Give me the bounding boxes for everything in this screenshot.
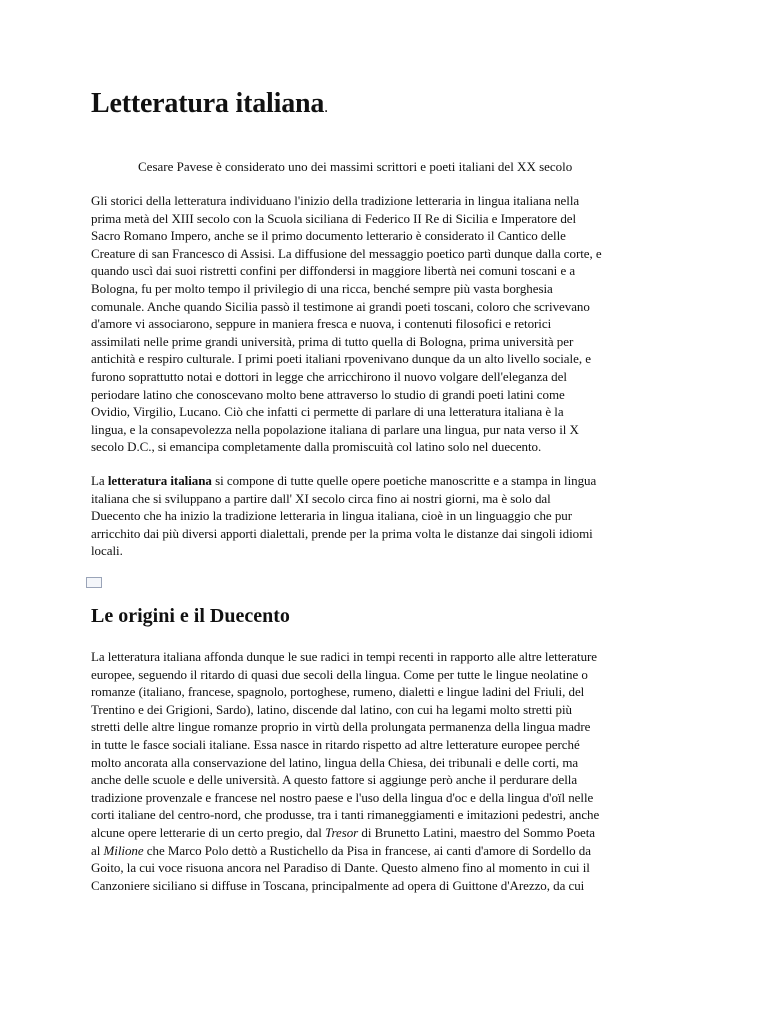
text-fragment: di Brunetto Latini, maestro del Sommo Poeta xyxy=(358,824,596,840)
text-line: anche delle scuole e delle università. A questo fattore si aggiunge però anche il perdurare della xyxy=(91,772,578,788)
italic-title-milione: Milione xyxy=(103,842,144,858)
text-line: in tutte le fasce sociali italiane. Essa nasce in ritardo rispetto ad altre letterature europee perché xyxy=(91,736,580,752)
text-line: romanze (italiano, francese, spagnolo, portoghese, rumeno, dialetti e lingue ladini del Friuli, del xyxy=(91,684,585,700)
text-line: quando uscì dai suoi ristretti confini per diffondersi in maggiore libertà nei comuni toscani e a xyxy=(91,263,576,279)
text-line: Trentino e dei Grigioni, Sardo), latino, discende dal latino, con cui ha legami molto stretti più xyxy=(91,701,572,717)
text-line: corti italiane del centro-nord, che produsse, tra i tanti rimaneggiamenti e imitazioni pedestri, anche xyxy=(91,807,600,823)
text-line: Gli storici della letteratura individuano l'inizio della tradizione letteraria in lingua italiana nella xyxy=(91,193,580,208)
bold-term: letteratura italiana xyxy=(107,473,212,488)
section-paragraph xyxy=(91,648,599,894)
text-line: molto ancorata alla conservazione del latino, lingua della Chiesa, dei tribunali e delle corti, ma xyxy=(91,754,579,770)
text-line: Sacro Romano Impero, anche se il primo documento letterario è considerato il Cantico delle xyxy=(91,228,566,244)
text-line: tradizione provenzale e francese nel nostro paese e l'uso della lingua d'oc e della lingua d'oïl nelle xyxy=(91,789,594,805)
text-line: Creature di san Francesco di Assisi. La diffusione del messaggio poetico partì dunque dalla corte, e xyxy=(91,245,602,261)
image-caption: Cesare Pavese è considerato uno dei massimi scrittori e poeti italiani del XX secolo xyxy=(138,159,573,174)
text-line: comunale. Anche quando Sicilia passò il testimone ai grandi poeti toscani, coloro che scrivevano xyxy=(91,298,590,314)
text-line: periodare latino che conoscevano molto bene attraverso lo studio di grandi poeti latini come xyxy=(91,386,565,402)
text-line: d'amore vi associarono, seppure in maniera fresca e nuova, i contenuti filosofici e retorici xyxy=(91,316,552,332)
title-text: Letteratura italiana xyxy=(91,88,325,119)
title-suffix: . xyxy=(324,99,328,116)
text-line: stretti delle altre lingue romanze proprio in virtù della prolungata permanenza della lingua madre xyxy=(91,719,591,735)
text-fragment: alcune opere letterarie di un certo pregio, dal xyxy=(91,824,326,840)
text-fragment: si compone di tutte quelle opere poetiche manoscritte e a stampa in lingua xyxy=(211,473,597,488)
text-fragment: al xyxy=(91,842,104,858)
text-line: lingua, e la consapevolezza nella popolazione italiana di parlare una lingua, pur nata verso il X xyxy=(91,421,579,437)
text-line: prima metà del XIII secolo con la Scuola siciliana di Federico II Re di Sicilia e Imperatore del xyxy=(91,210,577,226)
text-line: Duecento che ha inizio la tradizione letteraria in lingua italiana, cioè in un linguaggio che pur xyxy=(91,508,573,524)
definition-paragraph xyxy=(91,472,596,560)
text-line: Goito, la cui voce risuona ancora nel Paradiso di Dante. Questo almeno fino al momento in cui il xyxy=(91,860,590,876)
text-line: locali. xyxy=(91,543,123,559)
italic-title-tresor: Tresor xyxy=(325,824,359,840)
text-fragment: che Marco Polo dettò a Rustichello da Pisa in francese, ai canti d'amore di Sordello da xyxy=(143,842,591,858)
text-line: assimilati nelle prime grandi università, prima di tutto quella di Bologna, prima università per xyxy=(91,333,574,349)
section-heading: Le origini e il Duecento xyxy=(91,605,290,627)
text-line: Canzoniere siciliano si diffuse in Toscana, principalmente ad opera di Guittone d'Arezzo, da cui xyxy=(91,877,585,893)
text-line: Ovidio, Virgilio, Lucano. Ciò che infatti ci permette di parlare di una letteratura italiana è la xyxy=(91,404,564,420)
text-line: Bologna, fu per molto tempo il privilegio di una ricca, benché sempre più vasta borghesia xyxy=(91,280,553,296)
text-line: italiana che si sviluppano a partire dall' XI secolo circa fino ai nostri giorni, ma è solo dal xyxy=(91,490,551,506)
text-line: arricchito dai più diversi apporti dialettali, prende per la prima volta le distanze dai singoli idiomi xyxy=(91,525,593,541)
text-line: antichità e respiro culturale. I primi poeti italiani rpovenivano dunque da un alto livello sociale, e xyxy=(91,351,591,367)
document-title xyxy=(91,88,328,120)
text-line: secolo D.C., si emancipa completamente dalla promiscuità col latino solo nel duecento. xyxy=(91,439,542,455)
text-line: europee, seguendo il ritardo di quasi due secoli della lingua. Come per tutte le lingue neolatine o xyxy=(91,666,588,682)
broken-image-icon xyxy=(86,577,102,588)
text-line: La letteratura italiana affonda dunque le sue radici in tempi recenti in rapporto alle altre letterature xyxy=(91,649,598,664)
text-fragment: La xyxy=(91,473,108,488)
text-line: furono soprattutto notai e dottori in legge che arricchirono il nuovo volgare dell'eleganza del xyxy=(91,368,567,384)
intro-paragraph xyxy=(91,192,602,456)
